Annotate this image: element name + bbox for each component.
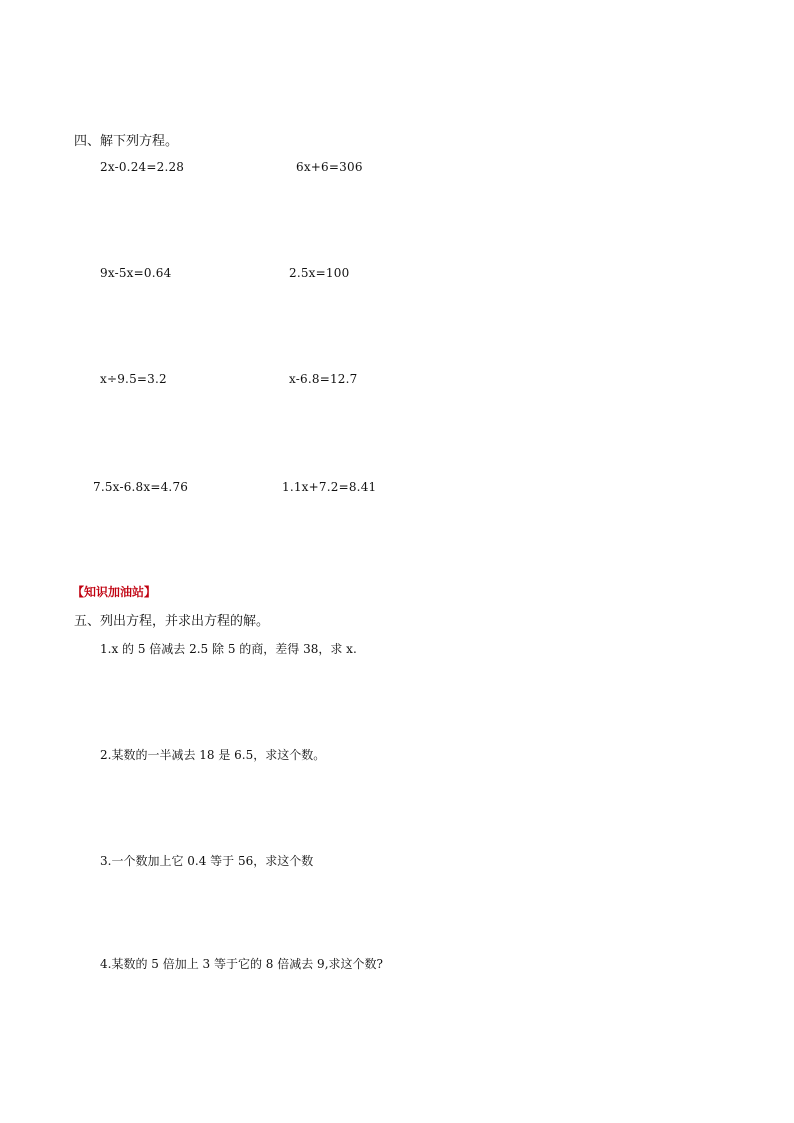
equation-7: 7.5x-6.8x=4.76 <box>93 480 189 494</box>
equation-4: 2.5x=100 <box>289 266 350 280</box>
equation-2: 6x+6=306 <box>296 160 363 174</box>
equation-3: 9x-5x=0.64 <box>100 266 172 280</box>
word-problem-1: 1.x 的 5 倍减去 2.5 除 5 的商，差得 38，求 x. <box>100 642 357 656</box>
knowledge-tip-label: 【知识加油站】 <box>72 585 157 599</box>
equation-8: 1.1x+7.2=8.41 <box>282 480 377 494</box>
section-4-title: 四、解下列方程。 <box>74 134 179 149</box>
word-problem-4: 4.某数的 5 倍加上 3 等于它的 8 倍减去 9,求这个数? <box>100 957 383 971</box>
word-problem-3: 3.一个数加上它 0.4 等于 56，求这个数 <box>100 854 314 868</box>
equation-6: x-6.8=12.7 <box>289 372 358 386</box>
equation-1: 2x-0.24=2.28 <box>100 160 185 174</box>
word-problem-2: 2.某数的一半减去 18 是 6.5，求这个数。 <box>100 748 326 762</box>
equation-5: x÷9.5=3.2 <box>100 372 167 386</box>
section-5-title: 五、列出方程，并求出方程的解。 <box>74 614 270 629</box>
